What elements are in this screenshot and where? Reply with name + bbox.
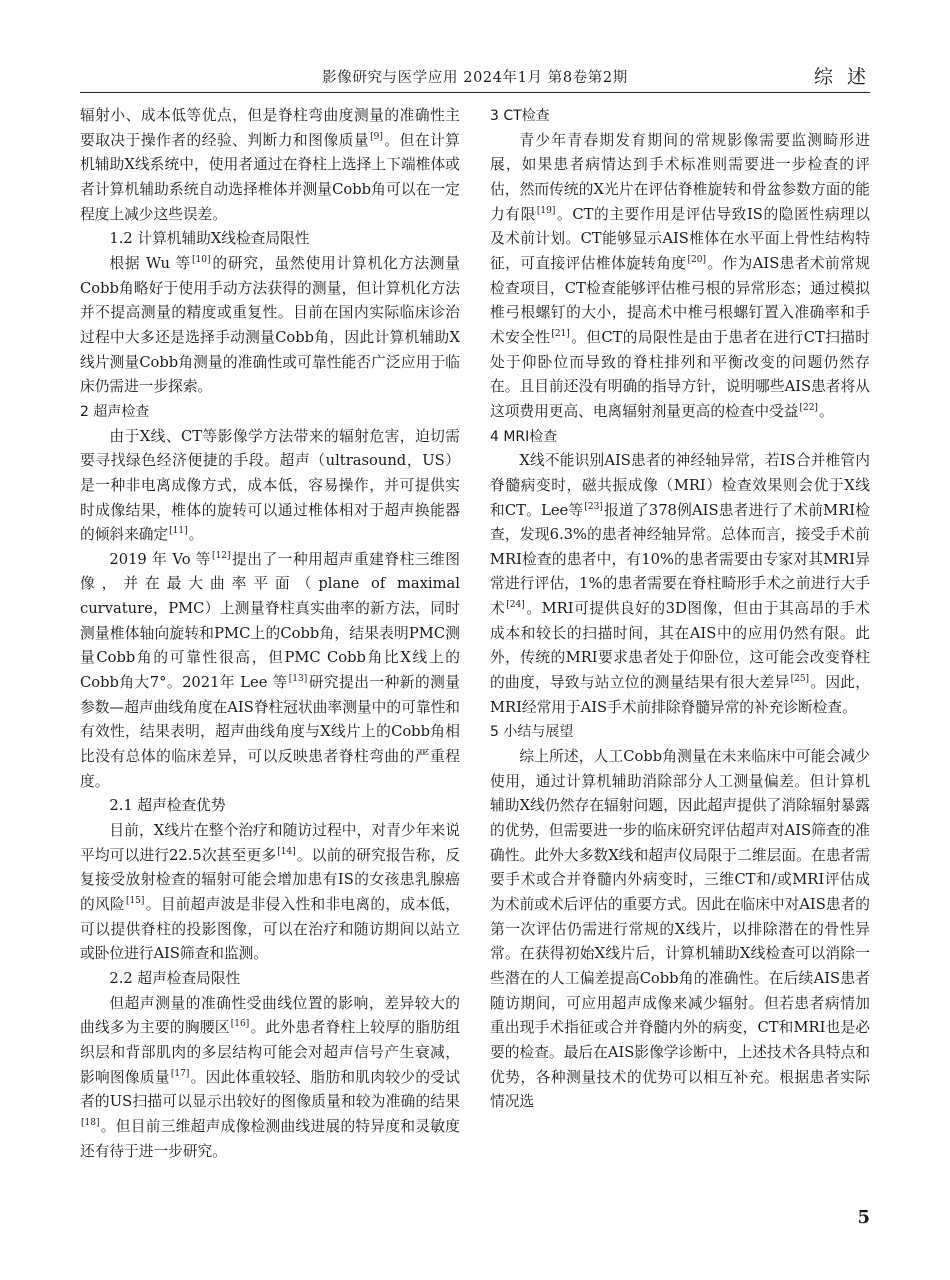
citation: [15] bbox=[125, 896, 145, 907]
citation: [17] bbox=[170, 1068, 190, 1079]
subsection-heading: 2.2 超声检查局限性 bbox=[109, 969, 241, 987]
paragraph: 2019 年 Vo 等[12]提出了一种用超声重建脊柱三维图像，并在最大曲率平面（plane of maximal curvature，PMC）上测量脊柱真实曲率的新方法，同时测量椎体轴向旋转和PMC上的Cobb角，结果表明PMC测量Cobb角的可靠性很高，但PMC Cobb角比X线上的Cobb角大7°。2021年 Lee 等[13]研究提出一种新的测量参数—超声曲线角度在AIS脊柱冠状曲率测量中的可靠性和有效性，结果表明，超声曲线角度与X线片上的Cobb角相比没有总体的临床差异，可以反映患者脊柱弯曲的严重程度。 bbox=[80, 550, 460, 790]
citation: [14] bbox=[277, 846, 296, 857]
citation: [24] bbox=[506, 600, 525, 611]
paragraph: 辐射小、成本低等优点，但是脊柱弯曲度测量的准确性主要取决于操作者的经验、判断力和图像质量[9]。但在计算机辅助X线系统中，使用者通过在脊柱上选择上下端椎体或者计算机辅助系统自动选择椎体并测量Cobb角可以在一定程度上减少这些误差。 bbox=[80, 107, 460, 223]
citation: [9] bbox=[370, 131, 383, 142]
paragraph: 综上所述，人工Cobb角测量在未来临床中可能会减少使用，通过计算机辅助消除部分人工测量偏差。但计算机辅助X线仍然存在辐射问题，因此超声提供了消除辐射暴露的优势，但需要进一步的临床研究评估超声对AIS筛查的准确性。此外大多数X线和超声仪局限于二维层面。在患者需要手术或合并脊髓内外病变时，三维CT和/或MRI评估成为术前或术后评估的重要方式。因此在临床中对AIS患者的第一次评估仍需进行常规的X线片，以排除潜在的骨性异常。在获得初始X线片后，计算机辅助X线检查可以消除一些潜在的人工偏差提高Cobb角的准确性。在后续AIS患者随访期间，可应用超声成像来减少辐射。但若患者病情加重出现手术指征或合并脊髓内外的病变，CT和MRI也是必要的检查。最后在AIS影像学诊断中，上述技术各具特点和优势，各种测量技术的优势可以相互补充。根据患者实际情况选 bbox=[490, 748, 870, 1111]
section-heading: 3 CT检查 bbox=[490, 108, 550, 124]
subsection-heading: 2.1 超声检查优势 bbox=[109, 797, 226, 815]
citation: [16] bbox=[230, 1019, 250, 1030]
section-heading: 2 超声检查 bbox=[80, 403, 150, 420]
citation: [23] bbox=[584, 501, 603, 512]
paragraph: 但超声测量的准确性受曲线位置的影响，差异较大的曲线多为主要的胸腰区[16]。此外患者脊柱上较厚的脂肪组织层和背部肌肉的多层结构可能会对超声信号产生衰减，影响图像质量[17]。因此体重较轻、脂肪和肌肉较少的受试者的US扫描可以显示出较好的图像质量和较为准确的结果[18]。但目前三维超声成像检测曲线进展的特异度和灵敏度还有待于进一步研究。 bbox=[80, 994, 460, 1160]
citation: [19] bbox=[536, 205, 556, 216]
citation: [11] bbox=[169, 526, 188, 537]
section-label: 综述 bbox=[813, 66, 880, 88]
citation: [22] bbox=[799, 402, 818, 413]
journal-info: 影像研究与医学应用 2024年1月 第8卷第2期 bbox=[322, 70, 628, 86]
paragraph: 根据 Wu 等[10]的研究，虽然使用计算机化方法测量Cobb角略好于使用手动方法获得的测量，但计算机化方法并不提高测量的精度或重复性。目前在国内实际临床诊治过程中大多还是选择手动测量Cobb角，因此计算机辅助X线片测量Cobb角测量的准确性或可靠性能否广泛应用于临床仍需进一步探索。 bbox=[80, 254, 460, 396]
section-heading: 4 MRI检查 bbox=[490, 428, 558, 445]
paragraph: 目前，X线片在整个治疗和随访过程中，对青少年来说平均可以进行22.5次甚至更多[14]。以前的研究报告称，反复接受放射检查的辐射可能会增加患有IS的女孩患乳腺癌的风险[15]。目前超声波是非侵入性和非电离的，成本低，可以提供脊柱的投影图像，可以在治疗和随访期间以站立或卧位进行AIS筛查和监测。 bbox=[80, 822, 460, 963]
paragraph: X线不能识别AIS患者的神经轴异常，若IS合并椎管内脊髓病变时，磁共振成像（MRI）检查效果则会优于X线和CT。Lee等[23]报道了378例AIS患者进行了术前MRI检查，发现6.3%的患者神经轴异常。总体而言，接受手术前MRI检查的患者中，有10%的患者需要由专家对其MRI异常进行评估，1%的患者需要在脊柱畸形手术之前进行大手术[24]。MRI可提供良好的3D图像，但由于其高昂的手术成本和较长的扫描时间，其在AIS中的应用仍然有限。此外，传统的MRI要求患者处于仰卧位，这可能会改变脊柱的曲度，导致与站立位的测量结果有很大差异[25]。因此，MRI经常用于AIS手术前排除脊髓异常的补充诊断检查。 bbox=[490, 452, 870, 716]
citation: [13] bbox=[288, 674, 308, 685]
citation: [21] bbox=[551, 329, 570, 340]
paragraph: 由于X线、CT等影像学方法带来的辐射危害，迫切需要寻找绿色经济便捷的手段。超声（ultrasound，US）是一种非电离成像方式，成本低，容易操作，并可提供实时成像结果，椎体的旋转可以通过椎体相对于超声换能器的倾斜来确定[11]。 bbox=[80, 427, 460, 544]
citation: [12] bbox=[211, 550, 231, 561]
paragraph: 青少年青春期发育期间的常规影像需要监测畸形进展，如果患者病情达到手术标准则需要进一步检查的评估，然而传统的X光片在评估脊椎旋转和骨盆参数方面的能力有限[19]。CT的主要作用是评估导致IS的隐匿性病理以及术前计划。CT能够显示AIS椎体在水平面上骨性结构特征，可直接评估椎体旋转角度[20]。作为AIS患者术前常规检查项目，CT检查能够评估椎弓根的异常形态；通过模拟椎弓根螺钉的大小，提高术中椎弓根螺钉置入准确率和手术安全性[21]。但CT的局限性是由于患者在进行CT扫描时处于仰卧位而导致的脊柱排列和平衡改变的问题仍然存在。且目前还没有明确的指导方针，说明哪些AIS患者将从这项费用更高、电离辐射剂量更高的检查中受益[22]。 bbox=[490, 131, 870, 420]
citation: [25] bbox=[790, 674, 810, 685]
subsection-heading: 1.2 计算机辅助X线检查局限性 bbox=[109, 230, 310, 248]
left-column bbox=[80, 104, 460, 1164]
page-number: 5 bbox=[857, 1207, 870, 1228]
running-header bbox=[80, 62, 880, 93]
citation: [20] bbox=[687, 255, 707, 266]
citation: [18] bbox=[81, 1118, 100, 1129]
citation: [10] bbox=[191, 255, 211, 266]
right-column bbox=[490, 104, 870, 1115]
section-heading: 5 小结与展望 bbox=[490, 724, 574, 741]
